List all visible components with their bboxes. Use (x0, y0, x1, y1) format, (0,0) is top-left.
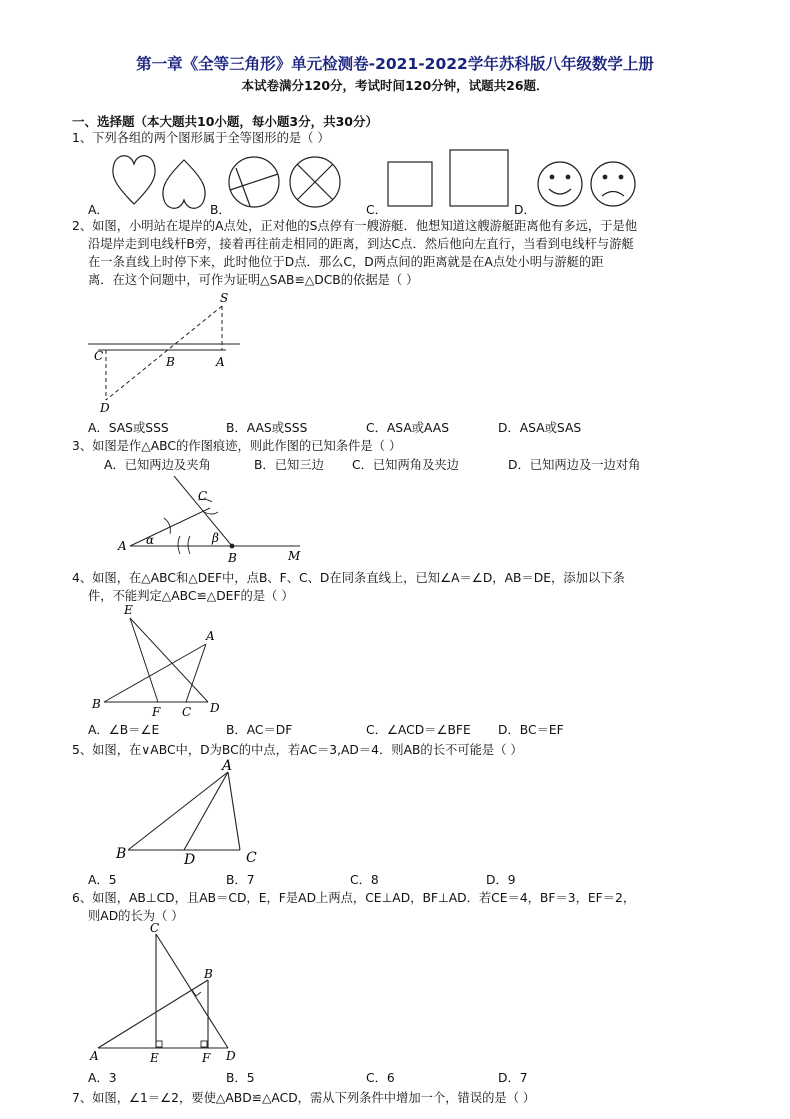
question-3-option-a[interactable]: A．已知两边及夹角 (104, 458, 211, 472)
question-7-stem: 7、如图，∠1＝∠2，要使△ABD≌△ACD，需从下列条件中增加一个，错误的是（ ） (72, 1091, 536, 1105)
label-E: E (150, 1051, 159, 1065)
smiley-face-sad (591, 162, 635, 206)
label-D: D (184, 852, 196, 868)
question-2-line-4: 离．在这个问题中，可作为证明△SAB≌△DCB的依据是（ ） (88, 273, 419, 287)
question-2-option-a[interactable]: A．SAS或SSS (88, 421, 169, 435)
label-A: A (216, 355, 225, 369)
label-D: D (100, 401, 110, 415)
question-1-option-c[interactable]: C． (366, 203, 387, 217)
label-S: S (220, 291, 229, 305)
question-5-option-a[interactable]: A．5 (88, 873, 117, 887)
label-F: F (202, 1051, 211, 1065)
question-5-option-b[interactable]: B．7 (226, 873, 255, 887)
question-1-option-b[interactable]: B． (210, 203, 231, 217)
question-2-line-2: 沿堤岸走到电线杆B旁，接着再往前走相同的距离，到达C点．然后他向左直行，当看到电线杆与游艇 (88, 237, 634, 251)
question-4-option-a[interactable]: A．∠B＝∠E (88, 723, 160, 737)
question-4-line-2: 件，不能判定△ABC≌△DEF的是（ ） (88, 589, 294, 603)
page-title: 第一章《全等三角形》单元检测卷-2021-2022学年苏科版八年级数学上册 (136, 55, 654, 73)
label-F: F (152, 705, 161, 718)
heart-shape-1 (113, 156, 155, 204)
question-2-option-c[interactable]: C．ASA或AAS (366, 421, 450, 435)
label-M: M (288, 549, 301, 563)
label-beta: β (212, 531, 219, 545)
question-1-option-d[interactable]: D． (514, 203, 536, 217)
question-5-option-c[interactable]: C．8 (350, 873, 379, 887)
page-subtitle: 本试卷满分120分，考试时间120分钟，试题共26题． (241, 78, 549, 93)
label-B: B (116, 846, 127, 862)
question-6-line-2: 则AD的长为（ ） (88, 909, 184, 923)
question-3-option-d[interactable]: D．已知两边及一边对角 (508, 458, 641, 472)
question-2-diagram (86, 288, 256, 418)
question-3-option-c[interactable]: C．已知两角及夹边 (352, 458, 459, 472)
label-D: D (210, 701, 220, 715)
label-C: C (150, 921, 160, 935)
question-2-option-b[interactable]: B．AAS或SSS (226, 421, 308, 435)
label-E: E (124, 603, 133, 617)
question-4-option-d[interactable]: D．BC＝EF (498, 723, 564, 737)
label-A: A (90, 1049, 99, 1063)
square-small (388, 162, 432, 206)
question-2-line-1: 2、如图，小明站在堤岸的A点处，正对他的S点停有一艘游艇．他想知道这艘游艇距离他有多远，于是他 (72, 219, 638, 233)
question-5-diagram (112, 756, 282, 868)
question-5-stem: 5、如图，在∨ABC中，D为BC的中点，若AC＝3,AD＝4．则AB的长不可能是（ ） (72, 743, 523, 757)
question-6-option-c[interactable]: C．6 (366, 1071, 395, 1085)
question-4-diagram (90, 602, 240, 718)
question-4-option-c[interactable]: C．∠ACD＝∠BFE (366, 723, 471, 737)
question-5-option-d[interactable]: D．9 (486, 873, 516, 887)
label-B: B (92, 697, 101, 711)
heart-shape-2 (163, 160, 205, 208)
label-B: B (204, 967, 213, 981)
question-6-option-b[interactable]: B．5 (226, 1071, 255, 1085)
question-6-option-d[interactable]: D．7 (498, 1071, 528, 1085)
question-1-stem: 1、下列各组的两个图形属于全等图形的是（ ） (72, 131, 330, 145)
question-2-option-d[interactable]: D．ASA或SAS (498, 421, 582, 435)
question-6-line-1: 6、如图，AB⊥CD，且AB＝CD，E，F是AD上两点，CE⊥AD，BF⊥AD．若CE＝4，BF＝3，EF＝2， (72, 891, 636, 905)
label-A: A (118, 539, 127, 553)
square-large (450, 150, 508, 206)
label-D: D (226, 1049, 236, 1063)
section-heading: 一、选择题（本大题共10小题，每小题3分，共30分） (72, 114, 378, 129)
question-6-diagram (88, 920, 248, 1066)
question-3-stem: 3、如图是作△ABC的作图痕迹，则此作图的已知条件是（ ） (72, 439, 402, 453)
label-C: C (94, 349, 104, 363)
label-B: B (166, 355, 175, 369)
label-C: C (198, 489, 208, 503)
label-C: C (182, 705, 192, 718)
label-A: A (222, 758, 233, 774)
question-1-option-a[interactable]: A． (88, 203, 109, 217)
question-4-option-b[interactable]: B．AC＝DF (226, 723, 293, 737)
question-4-line-1: 4、如图，在△ABC和△DEF中，点B、F、C、D在同条直线上，已知∠A＝∠D，AB＝DE，添加以下条 (72, 571, 625, 585)
question-2-line-3: 在一条直线上时停下来，此时他位于D点．那么C，D两点间的距离就是在A点处小明与游艇的距 (88, 255, 604, 269)
smiley-face-happy (538, 162, 582, 206)
label-C: C (246, 850, 257, 866)
question-3-diagram (112, 472, 312, 564)
label-A: A (206, 629, 215, 643)
label-alpha: α (146, 533, 155, 547)
label-B: B (228, 551, 237, 564)
question-6-option-a[interactable]: A．3 (88, 1071, 117, 1085)
question-3-option-b[interactable]: B．已知三边 (254, 458, 324, 472)
